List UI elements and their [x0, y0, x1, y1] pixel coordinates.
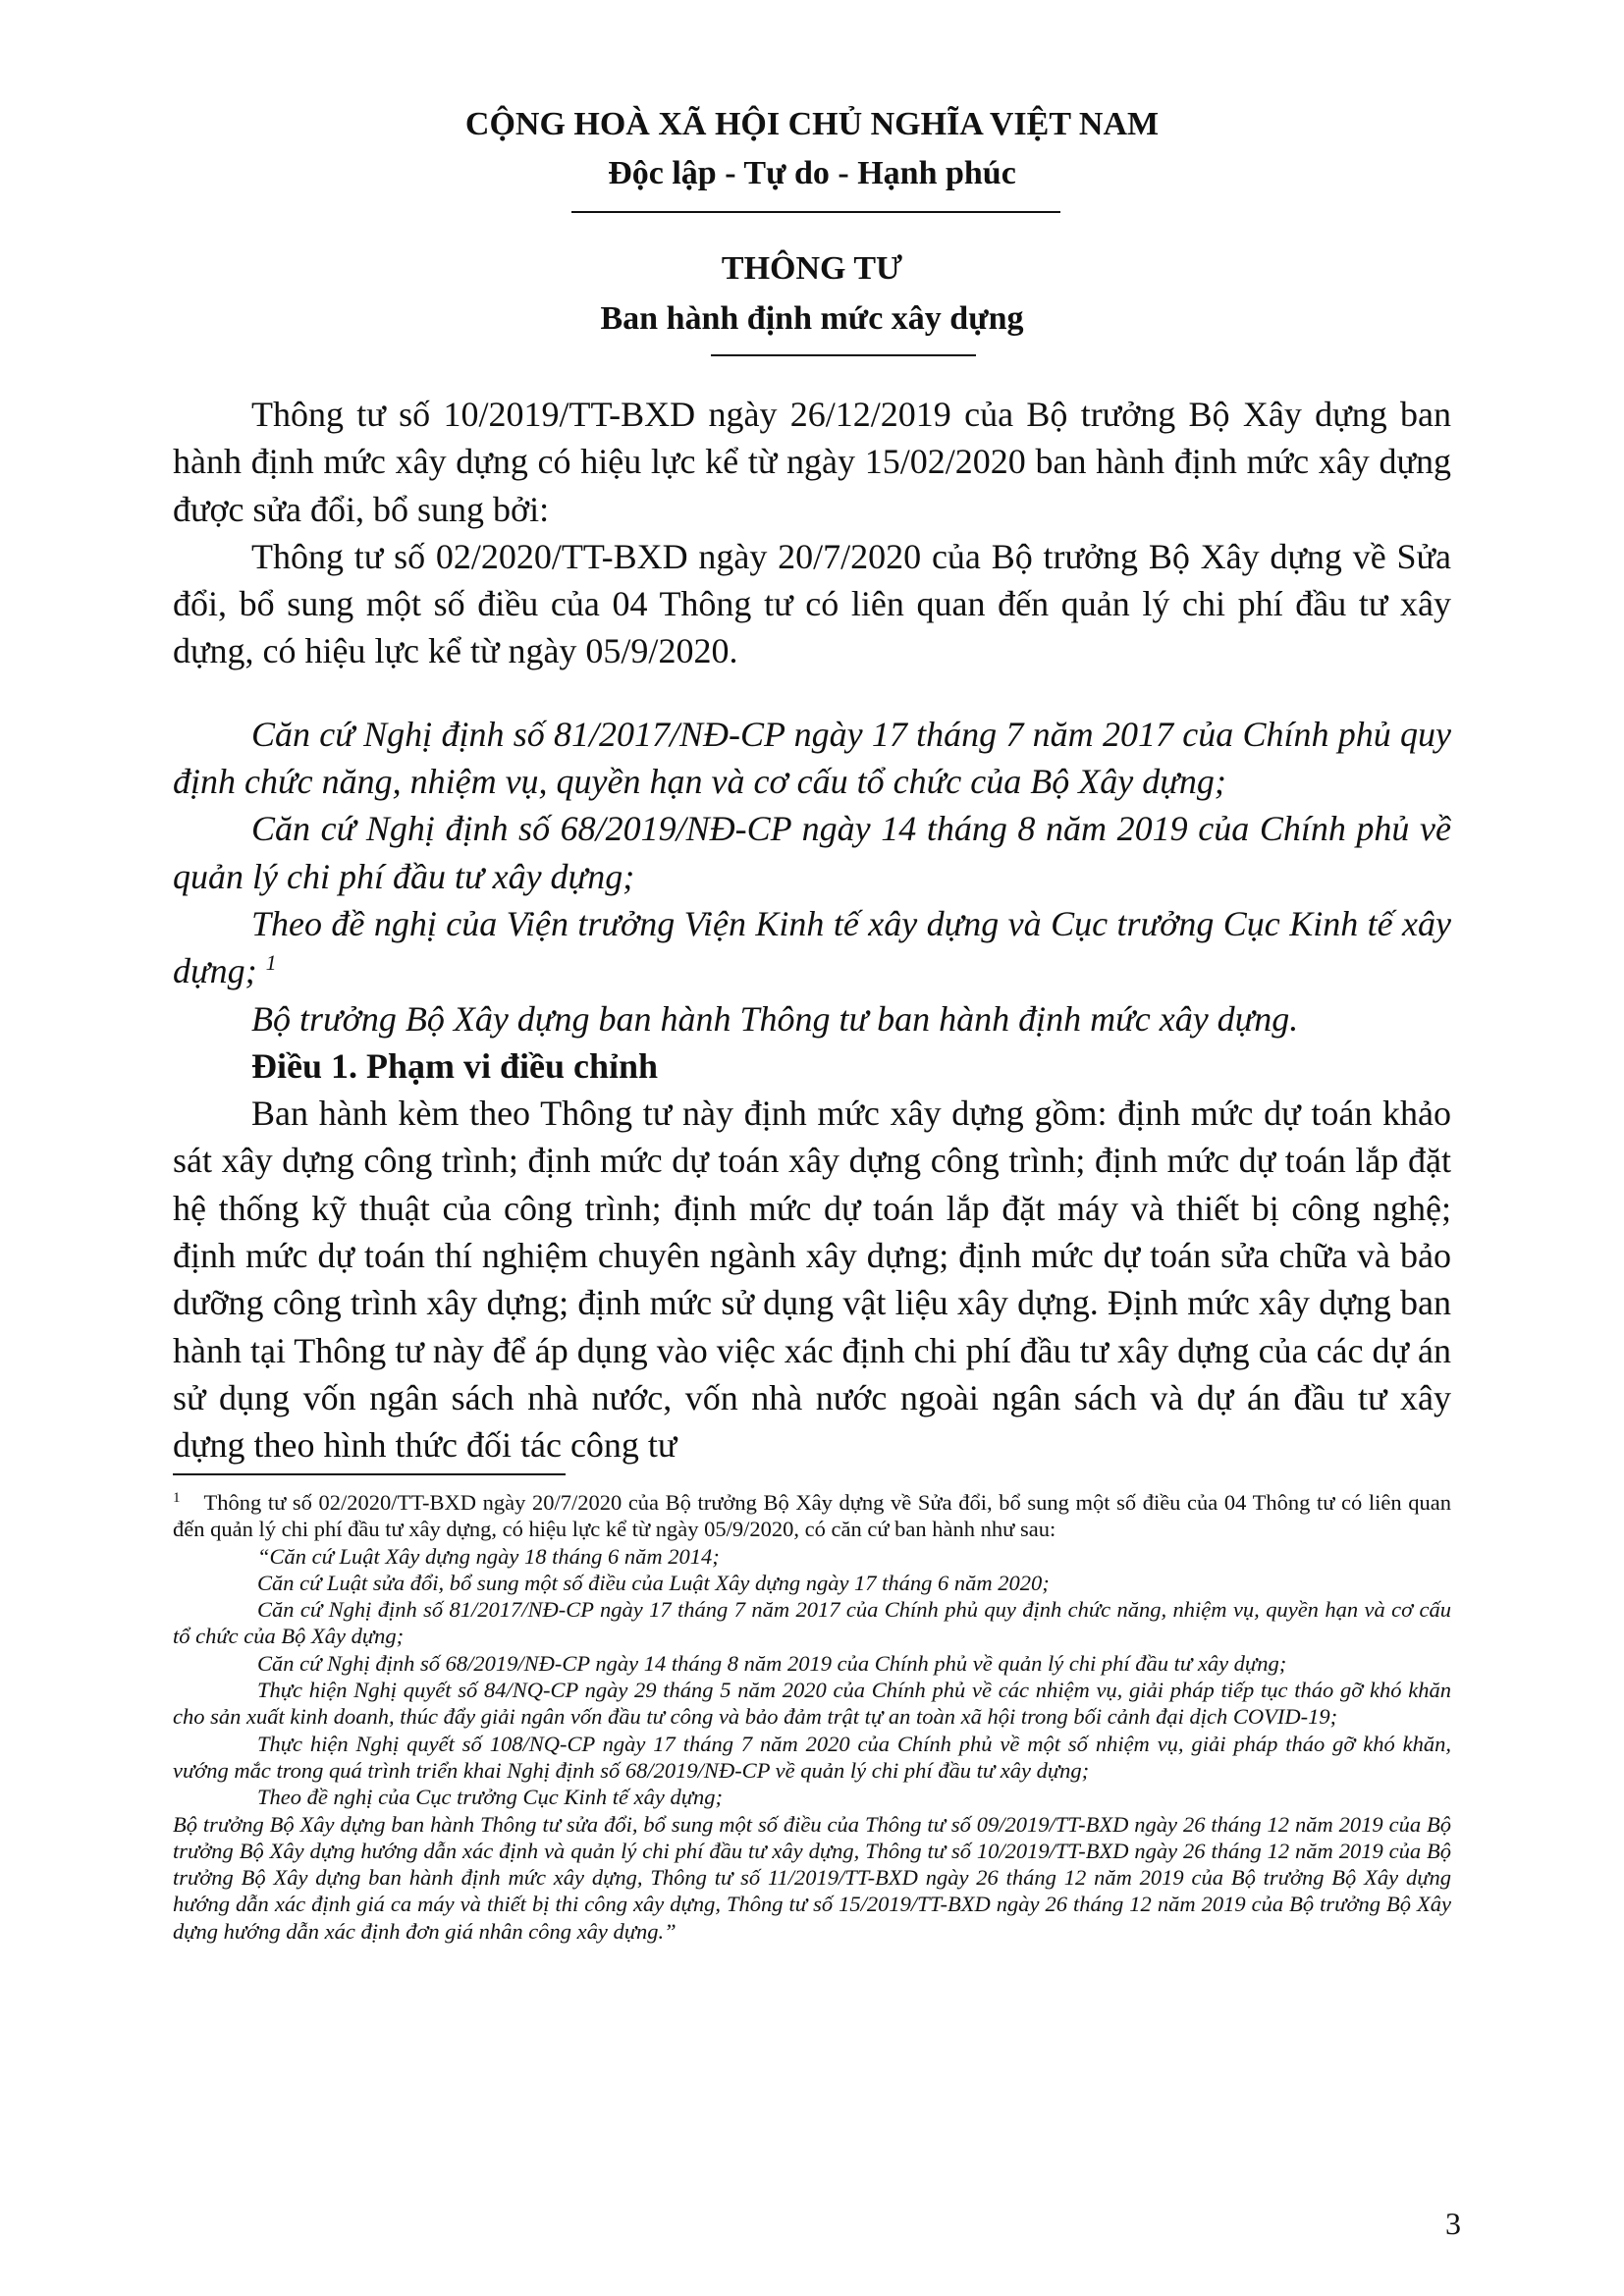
footnote-item: Theo đề nghị của Cục trưởng Cục Kinh tế xây dựng; — [257, 1785, 723, 1810]
motto-underline — [571, 211, 1060, 213]
footnote-closing: Bộ trưởng Bộ Xây dựng ban hành Thông tư sửa đổi, bổ sung một số điều của Thông tư số 09/2019/TT-BXD ngày 26 tháng 12 năm 2019 của Bộ trưởng Bộ Xây dựng hướng dẫn xác định và quản lý chi phí đầu tư xây dựng, Thông tư số 10/2019/TT-BXD ngày 26 tháng 12 năm 2019 của Bộ trưởng Bộ Xây dựng ban hành định mức xây dựng, Thông tư số 11/2019/TT-BXD ngày 26 tháng 12 năm 2019 của Bộ trưởng Bộ Xây dựng hướng dẫn xác định giá ca máy và thiết bị thi công xây dựng, Thông tư số 15/2019/TT-BXD ngày 26 tháng 12 năm 2019 của Bộ trưởng Bộ Xây dựng hướng dẫn xác định đơn giá nhân công xây dựng.” — [173, 1811, 1451, 1944]
document-body — [173, 391, 1451, 1469]
document-type: THÔNG TƯ — [721, 250, 903, 287]
footnote-item: Thực hiện Nghị quyết số 84/NQ-CP ngày 29 tháng 5 năm 2020 của Chính phủ về các nhiệm vụ, giải pháp tiếp tục tháo gỡ khó khăn cho sản xuất kinh doanh, thúc đẩy giải ngân vốn đầu tư công và bảo đảm trật tự an toàn xã hội trong bối cảnh đại dịch COVID-19; — [173, 1678, 1451, 1730]
footnote-mark: 1 — [173, 1489, 181, 1506]
footnote — [173, 1489, 1451, 1945]
footnote-lead: Thông tư số 02/2020/TT-BXD ngày 20/7/2020 của Bộ trưởng Bộ Xây dựng về Sửa đổi, bổ sung một số điều của 04 Thông tư có liên quan đến quản lý chi phí đầu tư xây dựng, có hiệu lực kể từ ngày 05/9/2020, có căn cứ ban hành như sau: — [173, 1490, 1451, 1542]
subject-underline — [711, 354, 976, 356]
footnote-item: “Căn cứ Luật Xây dựng ngày 18 tháng 6 năm 2014; — [257, 1543, 720, 1569]
legal-basis-2: Căn cứ Nghị định số 68/2019/NĐ-CP ngày 14 tháng 8 năm 2019 của Chính phủ về quản lý chi phí đầu tư xây dựng; — [173, 809, 1451, 896]
footnote-lead-paragraph — [173, 1489, 1451, 1543]
footnote-item: Thực hiện Nghị quyết số 108/NQ-CP ngày 17 tháng 7 năm 2020 của Chính phủ về một số nhiệm vụ, giải pháp tháo gỡ khó khăn, vướng mắc trong quá trình triển khai Nghị định số 68/2019/NĐ-CP về quản lý chi phí đầu tư xây dựng; — [173, 1731, 1451, 1783]
proposal-text: Theo đề nghị của Viện trưởng Viện Kinh tế xây dựng và Cục trưởng Cục Kinh tế xây dựng; — [173, 903, 1451, 991]
footnote-item: Căn cứ Luật sửa đổi, bổ sung một số điều của Luật Xây dựng ngày 17 tháng 6 năm 2020; — [257, 1570, 1050, 1595]
national-title: CỘNG HOÀ XÃ HỘI CHỦ NGHĨA VIỆT NAM — [464, 106, 1160, 142]
footnote-separator — [173, 1473, 566, 1475]
article-1-heading: Điều 1. Phạm vi điều chỉnh — [251, 1045, 659, 1086]
article-1-text: Ban hành kèm theo Thông tư này định mức xây dựng gồm: định mức dự toán khảo sát xây dựng công trình; định mức dự toán xây dựng công trình; định mức dự toán lắp đặt hệ thống kỹ thuật của công trình; định mức dự toán lắp đặt máy và thiết bị công nghệ; định mức dự toán thí nghiệm chuyên ngành xây dựng; định mức dự toán sửa chữa và bảo dưỡng công trình xây dựng; định mức sử dụng vật liệu xây dựng. Định mức xây dựng ban hành tại Thông tư này để áp dụng vào việc xác định chi phí đầu tư xây dựng của các dự án sử dụng vốn ngân sách nhà nước, vốn nhà nước ngoài ngân sách và dự án đầu tư xây dựng theo hình thức đối tác công tư — [173, 1094, 1451, 1466]
intro-paragraph-1: Thông tư số 10/2019/TT-BXD ngày 26/12/2019 của Bộ trưởng Bộ Xây dựng ban hành định mức xây dựng có hiệu lực kể từ ngày 15/02/2020 ban hành định mức xây dựng được sửa đổi, bổ sung bởi: — [173, 395, 1451, 529]
document-subject: Ban hành định mức xây dựng — [600, 300, 1024, 337]
footnote-item: Căn cứ Nghị định số 68/2019/NĐ-CP ngày 14 tháng 8 năm 2019 của Chính phủ về quản lý chi phí đầu tư xây dựng; — [257, 1650, 1287, 1676]
legal-basis-1: Căn cứ Nghị định số 81/2017/NĐ-CP ngày 17 tháng 7 năm 2017 của Chính phủ quy định chức năng, nhiệm vụ, quyền hạn và cơ cấu tổ chức của Bộ Xây dựng; — [173, 714, 1451, 802]
intro-paragraph-2: Thông tư số 02/2020/TT-BXD ngày 20/7/2020 của Bộ trưởng Bộ Xây dựng về Sửa đổi, bổ sung một số điều của 04 Thông tư có liên quan đến quản lý chi phí đầu tư xây dựng, có hiệu lực kể từ ngày 05/9/2020. — [173, 536, 1451, 671]
page-number: 3 — [1445, 2206, 1461, 2241]
footnote-reference[interactable]: 1 — [265, 950, 277, 976]
enactment-paragraph: Bộ trưởng Bộ Xây dựng ban hành Thông tư ban hành định mức xây dựng. — [251, 998, 1299, 1039]
proposal-paragraph — [173, 900, 1451, 995]
footnote-item: Căn cứ Nghị định số 81/2017/NĐ-CP ngày 17 tháng 7 năm 2017 của Chính phủ quy định chức năng, nhiệm vụ, quyền hạn và cơ cấu tổ chức của Bộ Xây dựng; — [173, 1597, 1451, 1649]
national-motto: Độc lập - Tự do - Hạnh phúc — [608, 155, 1016, 191]
